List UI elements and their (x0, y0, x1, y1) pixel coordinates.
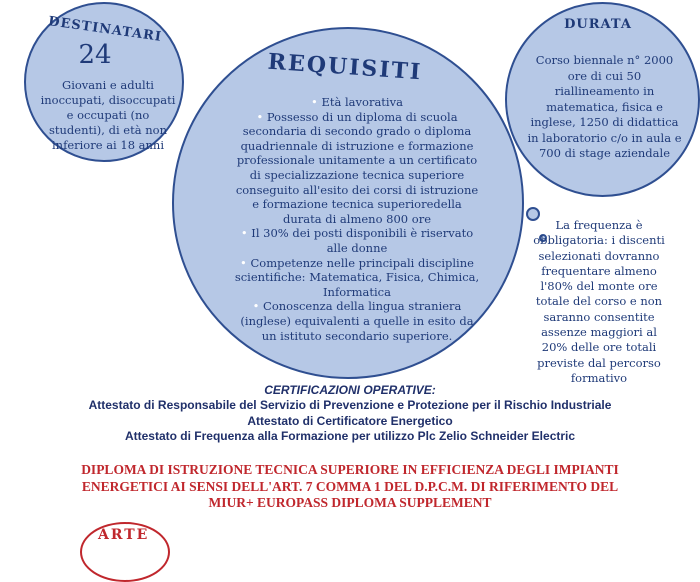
durata-description: Corso biennale n° 2000 ore di cui 50 riallineamento in matematica, fisica e inglese, 1250 di didattica in laboratorio c/o in aula e 700 di stage aziendale (527, 53, 682, 160)
requisiti-item: • Conoscenza della lingua straniera (inglese) equivalenti a quelle in esito da un istituto secondario superiore. (232, 299, 482, 343)
certificazione-item: Attestato di Frequenza alla Formazione per utilizzo Plc Zelio Schneider Electric (124, 428, 576, 443)
requisiti-item: • Età lavorativa (232, 95, 482, 110)
certificazione-item: Attestato di Responsabile del Servizio di Prevenzione e Protezione per il Rischio Industriale (88, 398, 612, 413)
requisiti-item: • Il 30% dei posti disponibili è riservato alle donne (232, 226, 482, 255)
diploma-section (0, 462, 700, 512)
diploma-line: MIUR+ EUROPASS DIPLOMA SUPPLEMENT (208, 495, 492, 510)
destinatari-count: 24 (78, 40, 112, 70)
requisiti-item: • Possesso di un diploma di scuola secondaria di secondo grado o diploma quadriennale di istruzione e formazione professionale unitamente a un certificato di specializzazione tecnica superiore conseguito all'esito dei corsi di istruzione e formazione tecnica superioredella durata di almeno 800 ore (232, 110, 482, 227)
certificazioni-title: CERTIFICAZIONI OPERATIVE: (264, 383, 436, 397)
bottom-badge-label: ARTE (98, 527, 150, 543)
diploma-line: ENERGETICI AI SENSI DELL'ART. 7 COMMA 1 DEL D.P.C.M. DI RIFERIMENTO DEL (81, 478, 619, 494)
requisiti-title: REQUISITI (267, 48, 423, 86)
diploma-line: DIPLOMA DI ISTRUZIONE TECNICA SUPERIORE IN EFFICIENZA DEGLI IMPIANTI (81, 462, 619, 477)
destinatari-description: Giovani e adulti inoccupati, disoccupati e occupati (no studenti), di età non inferiore ai 18 anni (40, 78, 176, 152)
durata-title: DURATA (564, 17, 632, 32)
certificazione-item: Attestato di Certificatore Energetico (247, 413, 453, 428)
destinatari-title: DESTINATARI (47, 14, 163, 45)
requisiti-item: • Competenze nelle principali discipline scientifiche: Matematica, Fisica, Chimica, Informatica (232, 256, 482, 300)
frequenza-text: La frequenza è obbligatoria: i discenti selezionati dovranno frequentare almeno l'80% del monte ore totale del corso e non saranno consentite assenze maggiori al 20% delle ore totali previste dal percorso formativo (533, 218, 665, 385)
certificazioni-section (0, 383, 700, 444)
requisiti-list (232, 95, 482, 343)
